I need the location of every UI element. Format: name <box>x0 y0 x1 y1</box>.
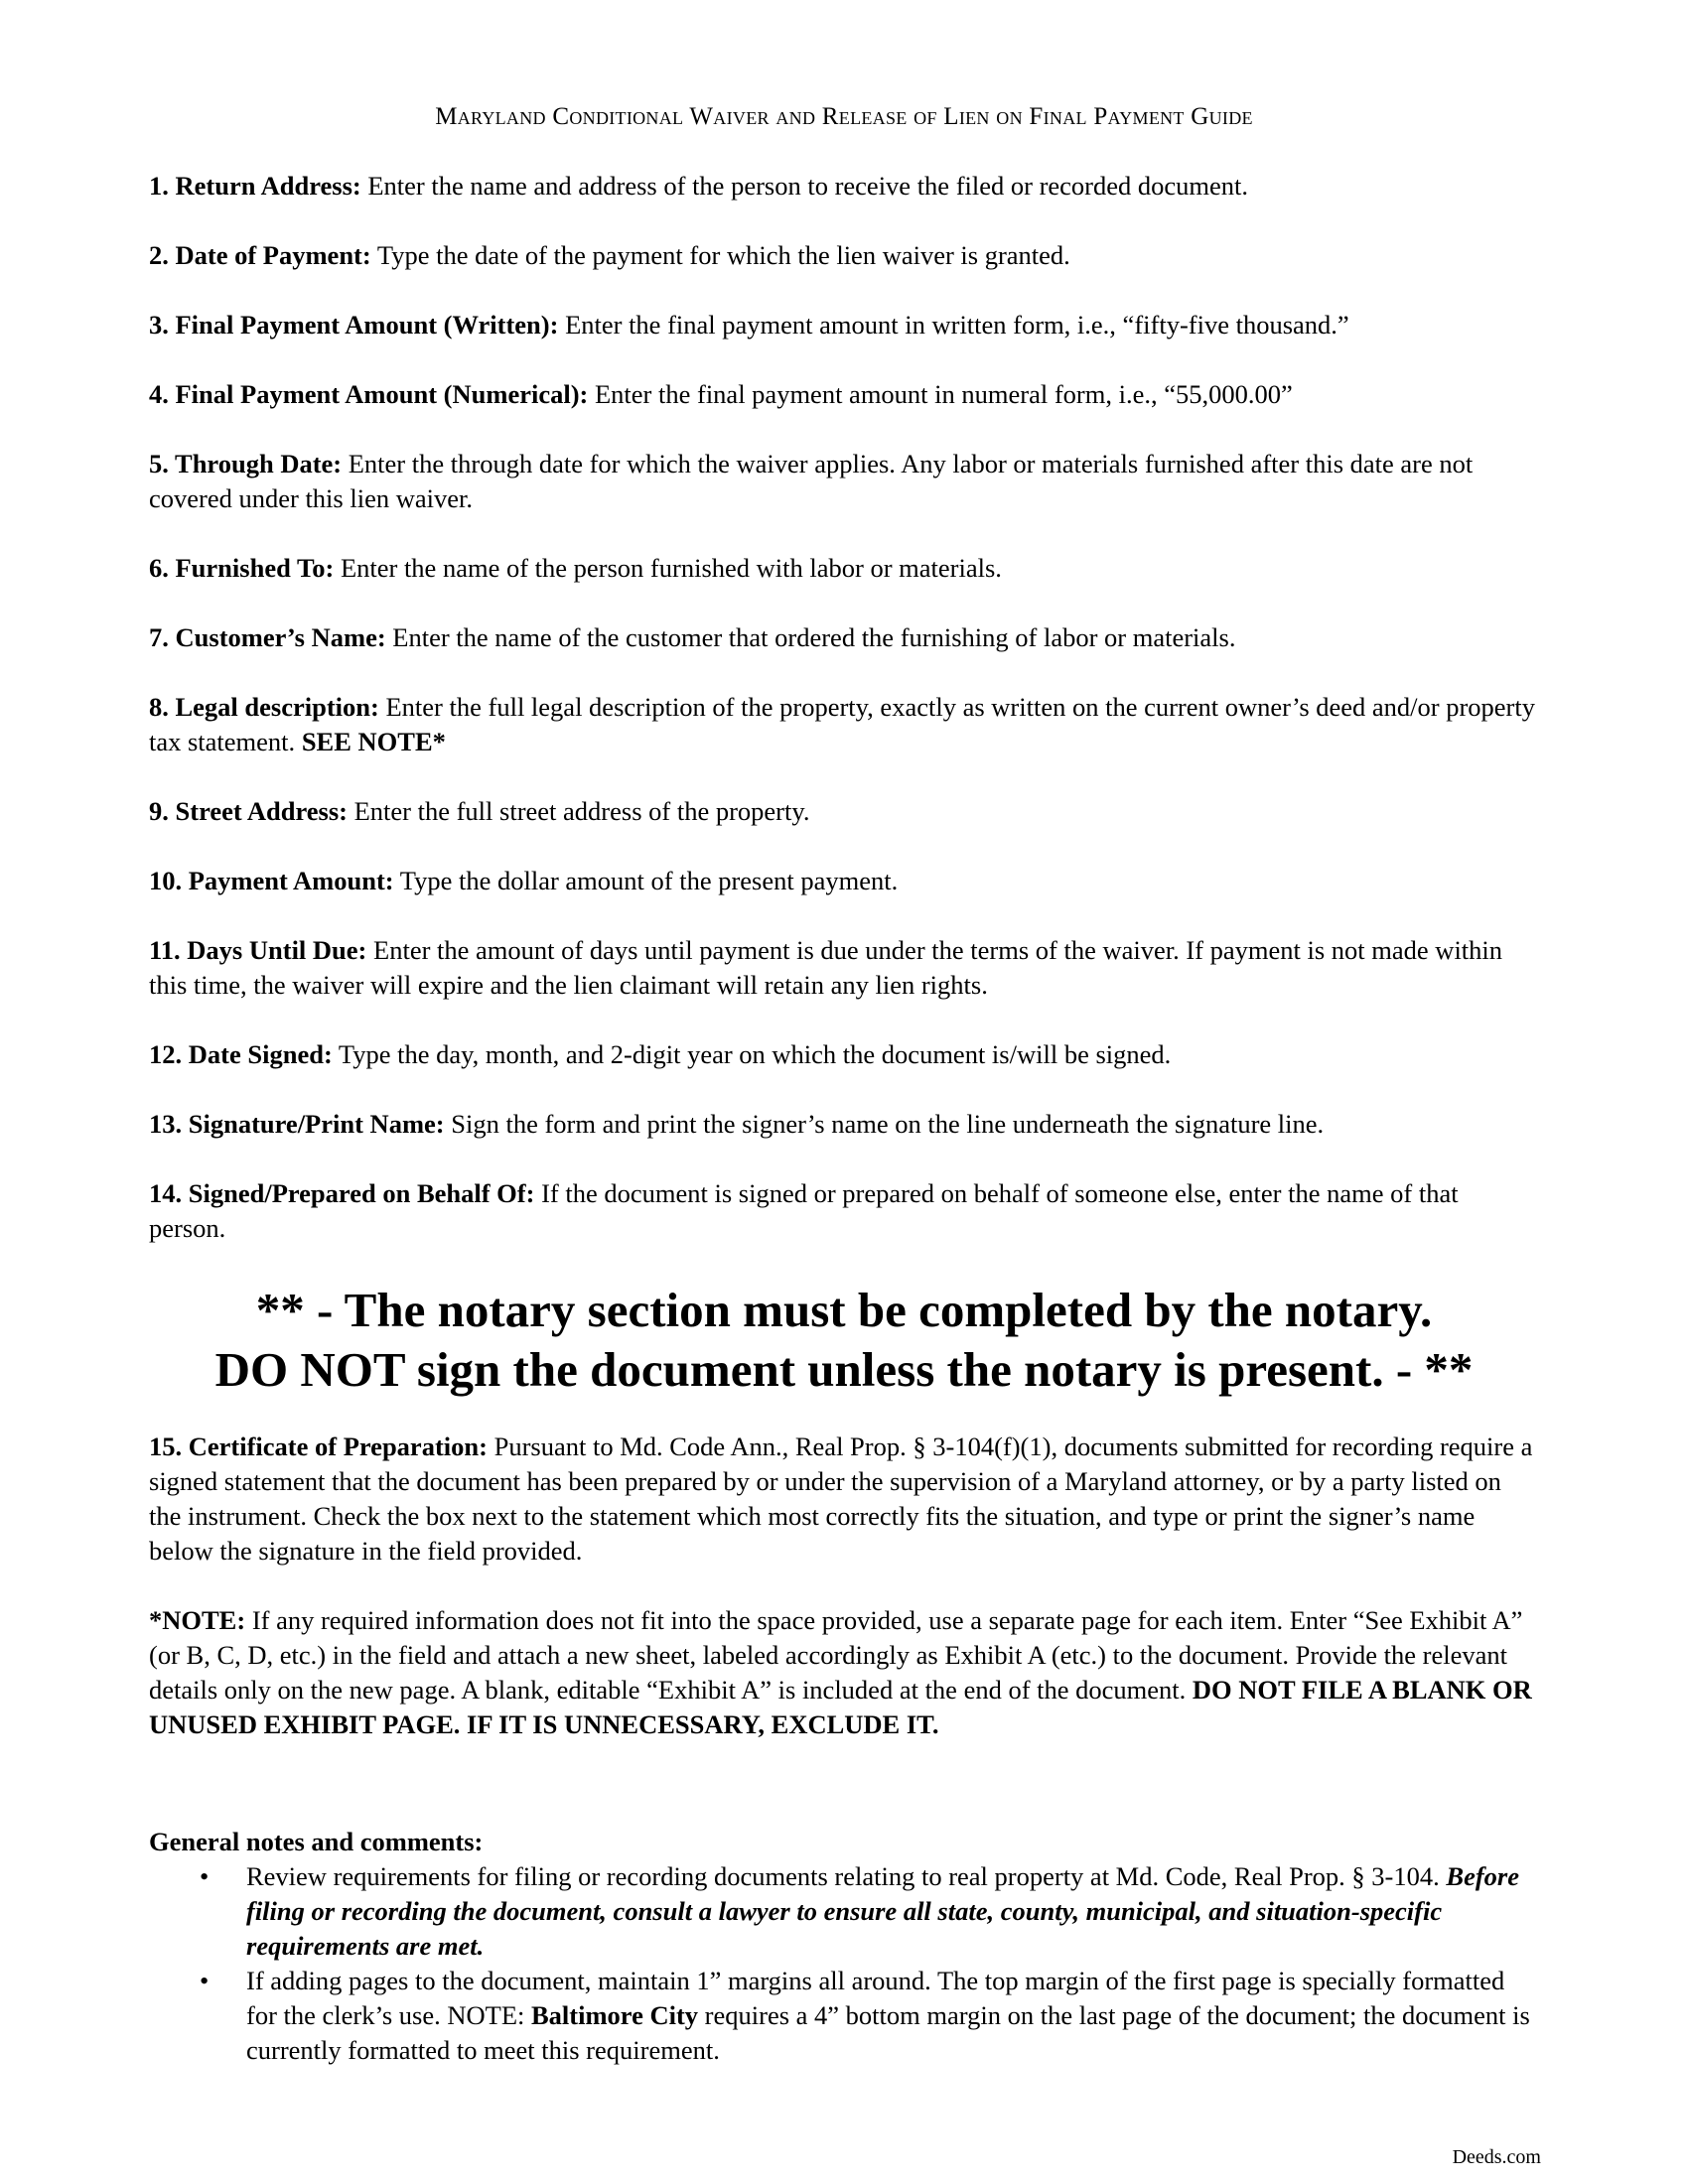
notary-warning-line-2: DO NOT sign the document unless the notary is present. - ** <box>214 1342 1474 1397</box>
bullet-icon: • <box>200 1861 210 1891</box>
note-warning: DO NOT FILE A BLANK OR UNUSED EXHIBIT PAGE. IF IT IS UNNECESSARY, EXCLUDE IT. <box>149 1675 1532 1739</box>
footer-brand: Deeds.com <box>1452 2146 1541 2168</box>
item-label: 10. Payment Amount: <box>149 866 394 895</box>
item-final-payment-numerical <box>149 377 1539 412</box>
item-text: Enter the final payment amount in numeral form, i.e., “55,000.00” <box>588 379 1293 409</box>
item-label: 14. Signed/Prepared on Behalf Of: <box>149 1178 535 1208</box>
bullet-emphasis: Before filing or recording the document, consult a lawyer to ensure all state, county, municipal, and situation-specific requirements are met. <box>246 1861 1519 1961</box>
item-label: 15. Certificate of Preparation: <box>149 1432 488 1461</box>
item-text: Enter the name of the person furnished with labor or materials. <box>334 553 1002 583</box>
item-text: Enter the full legal description of the property, exactly as written on the current owner’s deed and/or property tax statement. <box>149 692 1535 756</box>
item-text: Type the day, month, and 2-digit year on which the document is/will be signed. <box>332 1039 1172 1069</box>
item-payment-amount <box>149 864 1539 898</box>
item-text: Enter the final payment amount in written form, i.e., “fifty-five thousand.” <box>558 310 1349 340</box>
bullet-icon: • <box>200 1966 210 1995</box>
item-label: 9. Street Address: <box>149 796 348 826</box>
item-label: 2. Date of Payment: <box>149 240 371 270</box>
item-label: 13. Signature/Print Name: <box>149 1109 445 1139</box>
item-street-address <box>149 794 1539 829</box>
item-label: 1. Return Address: <box>149 171 361 201</box>
item-certificate-of-preparation <box>149 1430 1539 1569</box>
item-customers-name <box>149 620 1539 655</box>
item-signed-on-behalf-of <box>149 1176 1539 1246</box>
item-label: 8. Legal description: <box>149 692 379 722</box>
item-label: 4. Final Payment Amount (Numerical): <box>149 379 589 409</box>
item-text: If the document is signed or prepared on behalf of someone else, enter the name of that person. <box>149 1178 1459 1243</box>
item-text: Enter the full street address of the property. <box>347 796 810 826</box>
item-text: Enter the through date for which the waiver applies. Any labor or materials furnished after this date are not covered under this lien waiver. <box>149 449 1474 513</box>
item-text: Pursuant to Md. Code Ann., Real Prop. § 3-104(f)(1), documents submitted for recording require a signed statement that the document has been prepared by or under the supervision of a Maryland attorney, or by a party listed on the instrument. Check the box next to the statement which most correctly fits the situation, and type or print the signer’s name below the signature in the field provided. <box>149 1432 1533 1566</box>
item-text: Enter the name of the customer that ordered the furnishing of labor or materials. <box>385 622 1236 652</box>
item-legal-description <box>149 690 1539 759</box>
item-label: 12. Date Signed: <box>149 1039 333 1069</box>
bullet-emphasis: Baltimore City <box>531 2000 699 2030</box>
notary-warning <box>149 1281 1539 1400</box>
bullet-text: Review requirements for filing or recording documents relating to real property at Md. Code, Real Prop. § 3-104. <box>246 1861 1447 1891</box>
item-label: 11. Days Until Due: <box>149 935 367 965</box>
item-label: 6. Furnished To: <box>149 553 335 583</box>
general-notes-list <box>149 1859 1539 2068</box>
list-item <box>149 1964 1539 2068</box>
bullet-text: If adding pages to the document, maintain 1” margins all around. The top margin of the first page is specially formatted for the clerk’s use. NOTE: <box>246 1966 1505 2030</box>
item-date-of-payment <box>149 238 1539 273</box>
item-label: 3. Final Payment Amount (Written): <box>149 310 559 340</box>
item-days-until-due <box>149 933 1539 1003</box>
item-text: Type the dollar amount of the present payment. <box>393 866 899 895</box>
notary-warning-line-1: ** - The notary section must be completed by the notary. <box>255 1283 1433 1337</box>
note-label: *NOTE: <box>149 1605 246 1635</box>
item-text: Type the date of the payment for which the lien waiver is granted. <box>370 240 1070 270</box>
item-final-payment-written <box>149 308 1539 342</box>
item-through-date <box>149 447 1539 516</box>
document-page <box>149 0 1539 2184</box>
bullet-text-after: requires a 4” bottom margin on the last page of the document; the document is currently formatted to meet this requirement. <box>246 2000 1530 2065</box>
item-label: 7. Customer’s Name: <box>149 622 386 652</box>
item-label: 5. Through Date: <box>149 449 343 478</box>
item-furnished-to <box>149 551 1539 586</box>
see-note-label: SEE NOTE* <box>301 727 446 756</box>
item-text: Enter the name and address of the person to receive the filed or recorded document. <box>360 171 1249 201</box>
item-date-signed <box>149 1037 1539 1072</box>
item-text: Sign the form and print the signer’s name on the line underneath the signature line. <box>444 1109 1325 1139</box>
note-paragraph <box>149 1603 1539 1742</box>
item-text: Enter the amount of days until payment is due under the terms of the waiver. If payment is not made within this time, the waiver will expire and the lien claimant will retain any lien rights. <box>149 935 1503 1000</box>
note-text: If any required information does not fit into the space provided, use a separate page for each item. Enter “See Exhibit A” (or B, C, D, etc.) in the field and attach a new sheet, labeled accordingly as Exhibit A (etc.) to the document. Provide the relevant details only on the new page. A blank, editable “Exhibit A” is included at the end of the document. <box>149 1605 1523 1705</box>
general-notes-heading: General notes and comments: <box>149 1827 484 1856</box>
item-signature-print-name <box>149 1107 1539 1142</box>
list-item <box>149 1859 1539 1964</box>
document-title: Maryland Conditional Waiver and Release of Lien on Final Payment Guide <box>435 103 1253 130</box>
item-return-address <box>149 169 1539 204</box>
